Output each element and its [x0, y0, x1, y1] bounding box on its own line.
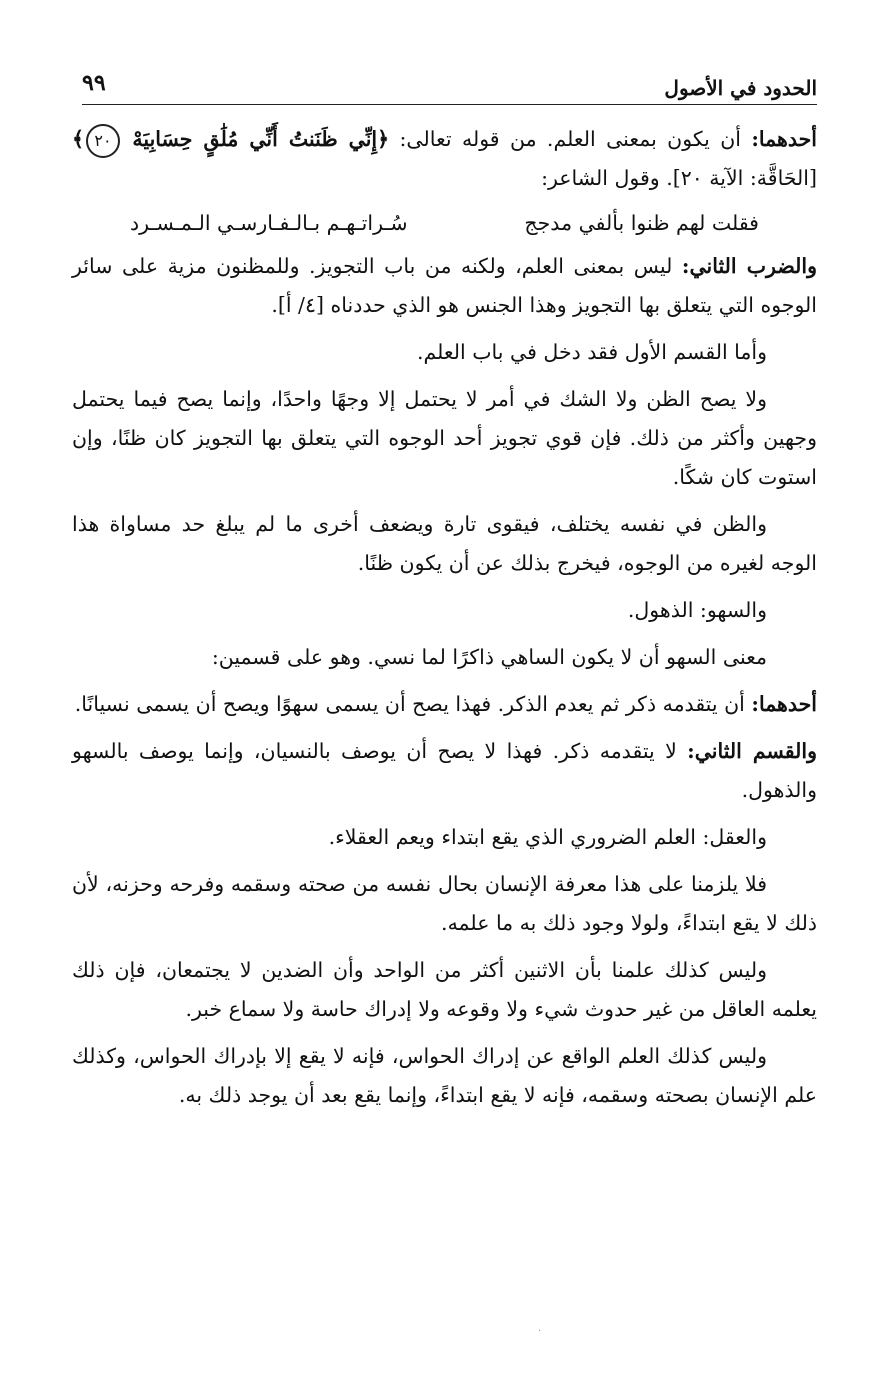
paragraph: معنى السهو أن لا يكون الساهي ذاكرًا لما نسي. وهو على قسمين: — [211, 645, 767, 669]
verse-second-hemistich: سُـراتـهـم بـالـفـارسـي الـمـسـرد — [130, 211, 408, 235]
scan-speck: · — [538, 1326, 542, 1337]
paragraph: والظن في نفسه يختلف، فيقوى تارة ويضعف أخرى ما لم يبلغ حد مساواة هذا الوجه لغيره من الوجوه، فيخرج بذلك عن أن يكون ظنًا. — [72, 512, 817, 575]
paragraph: وليس كذلك العلم الواقع عن إدراك الحواس، فإنه لا يقع إلا بإدراك الحواس، وكذلك علم الإنسان بصحته وسقمه، فإنه لا يقع ابتداءً، وإنما يقع بعد أن يوجد ذلك به. — [72, 1044, 817, 1107]
paragraph: وأما القسم الأول فقد دخل في باب العلم. — [416, 340, 767, 364]
paragraph-lead: والقسم الثاني: — [687, 739, 817, 763]
paragraph-lead: أحدهما: — [751, 692, 817, 716]
paragraph-first-meaning — [72, 120, 817, 198]
paragraph: والعقل: العلم الضروري الذي يقع ابتداء ويعم العقلاء. — [328, 825, 767, 849]
running-header — [82, 64, 817, 105]
running-title: الحدود في الأصول — [664, 76, 817, 100]
paragraph-text: أن يكون بمعنى العلم. من قوله تعالى: — [399, 127, 741, 151]
paragraph-text: أن يتقدمه ذكر ثم يعدم الذكر. فهذا يصح أن يسمى سهوًا ويصح أن يسمى نسيانًا. — [74, 692, 745, 716]
paragraph-second-section — [72, 732, 817, 810]
verse-first-hemistich: فقلت لهم ظنوا بألفي مدجج — [524, 211, 759, 235]
quran-close-bracket: ﴾ — [72, 127, 85, 151]
paragraph: فلا يلزمنا على هذا معرفة الإنسان بحال نفسه من صحته وسقمه وفرحه وحزنه، لأن ذلك لا يقع ابتداءً، ولولا وجود ذلك به ما علمه. — [72, 872, 817, 935]
paragraph-second-type — [72, 247, 817, 325]
paragraph: والسهو: الذهول. — [627, 598, 767, 622]
ayah-number-mark: ٢٠ — [86, 124, 120, 158]
paragraph-text: ليس بمعنى العلم، ولكنه من باب التجويز. وللمظنون مزية على سائر الوجوه التي يتعلق بها التجويز وهذا الجنس هو الذي حددناه [٤/ أ]. — [72, 254, 817, 317]
paragraph-text: لا يتقدمه ذكر. فهذا لا يصح أن يوصف بالنسيان، وإنما يوصف بالسهو والذهول. — [72, 739, 817, 802]
paragraph-first-section — [72, 685, 817, 724]
quran-verse: إِنِّي ظَنَنتُ أَنِّي مُلَٰقٍ حِسَابِيَهْ — [132, 127, 378, 151]
paragraph-lead: أحدهما: — [751, 127, 817, 151]
page-number: ٩٩ — [82, 70, 106, 96]
poetry-verse — [72, 204, 817, 243]
quran-open-bracket: ﴿ — [377, 127, 390, 151]
paragraph: وليس كذلك علمنا بأن الاثنين أكثر من الواحد وأن الضدين لا يجتمعان، فإن ذلك يعلمه العاقل من غير حدوث شيء ولا وقوعه ولا إدراك حاسة ولا سماع خبر. — [72, 958, 817, 1021]
quran-citation: [الحَاقَّة: الآية ٢٠]. وقول الشاعر: — [541, 166, 817, 190]
main-text — [72, 120, 817, 1123]
paragraph: ولا يصح الظن ولا الشك في أمر لا يحتمل إلا وجهًا واحدًا، وإنما يصح فيما يحتمل وجهين وأكثر من ذلك. فإن قوي تجويز أحد الوجوه التي يتعلق بها التجويز كان ظنًا، وإن استوت كان شكًا. — [72, 387, 817, 489]
paragraph-lead: والضرب الثاني: — [681, 254, 817, 278]
